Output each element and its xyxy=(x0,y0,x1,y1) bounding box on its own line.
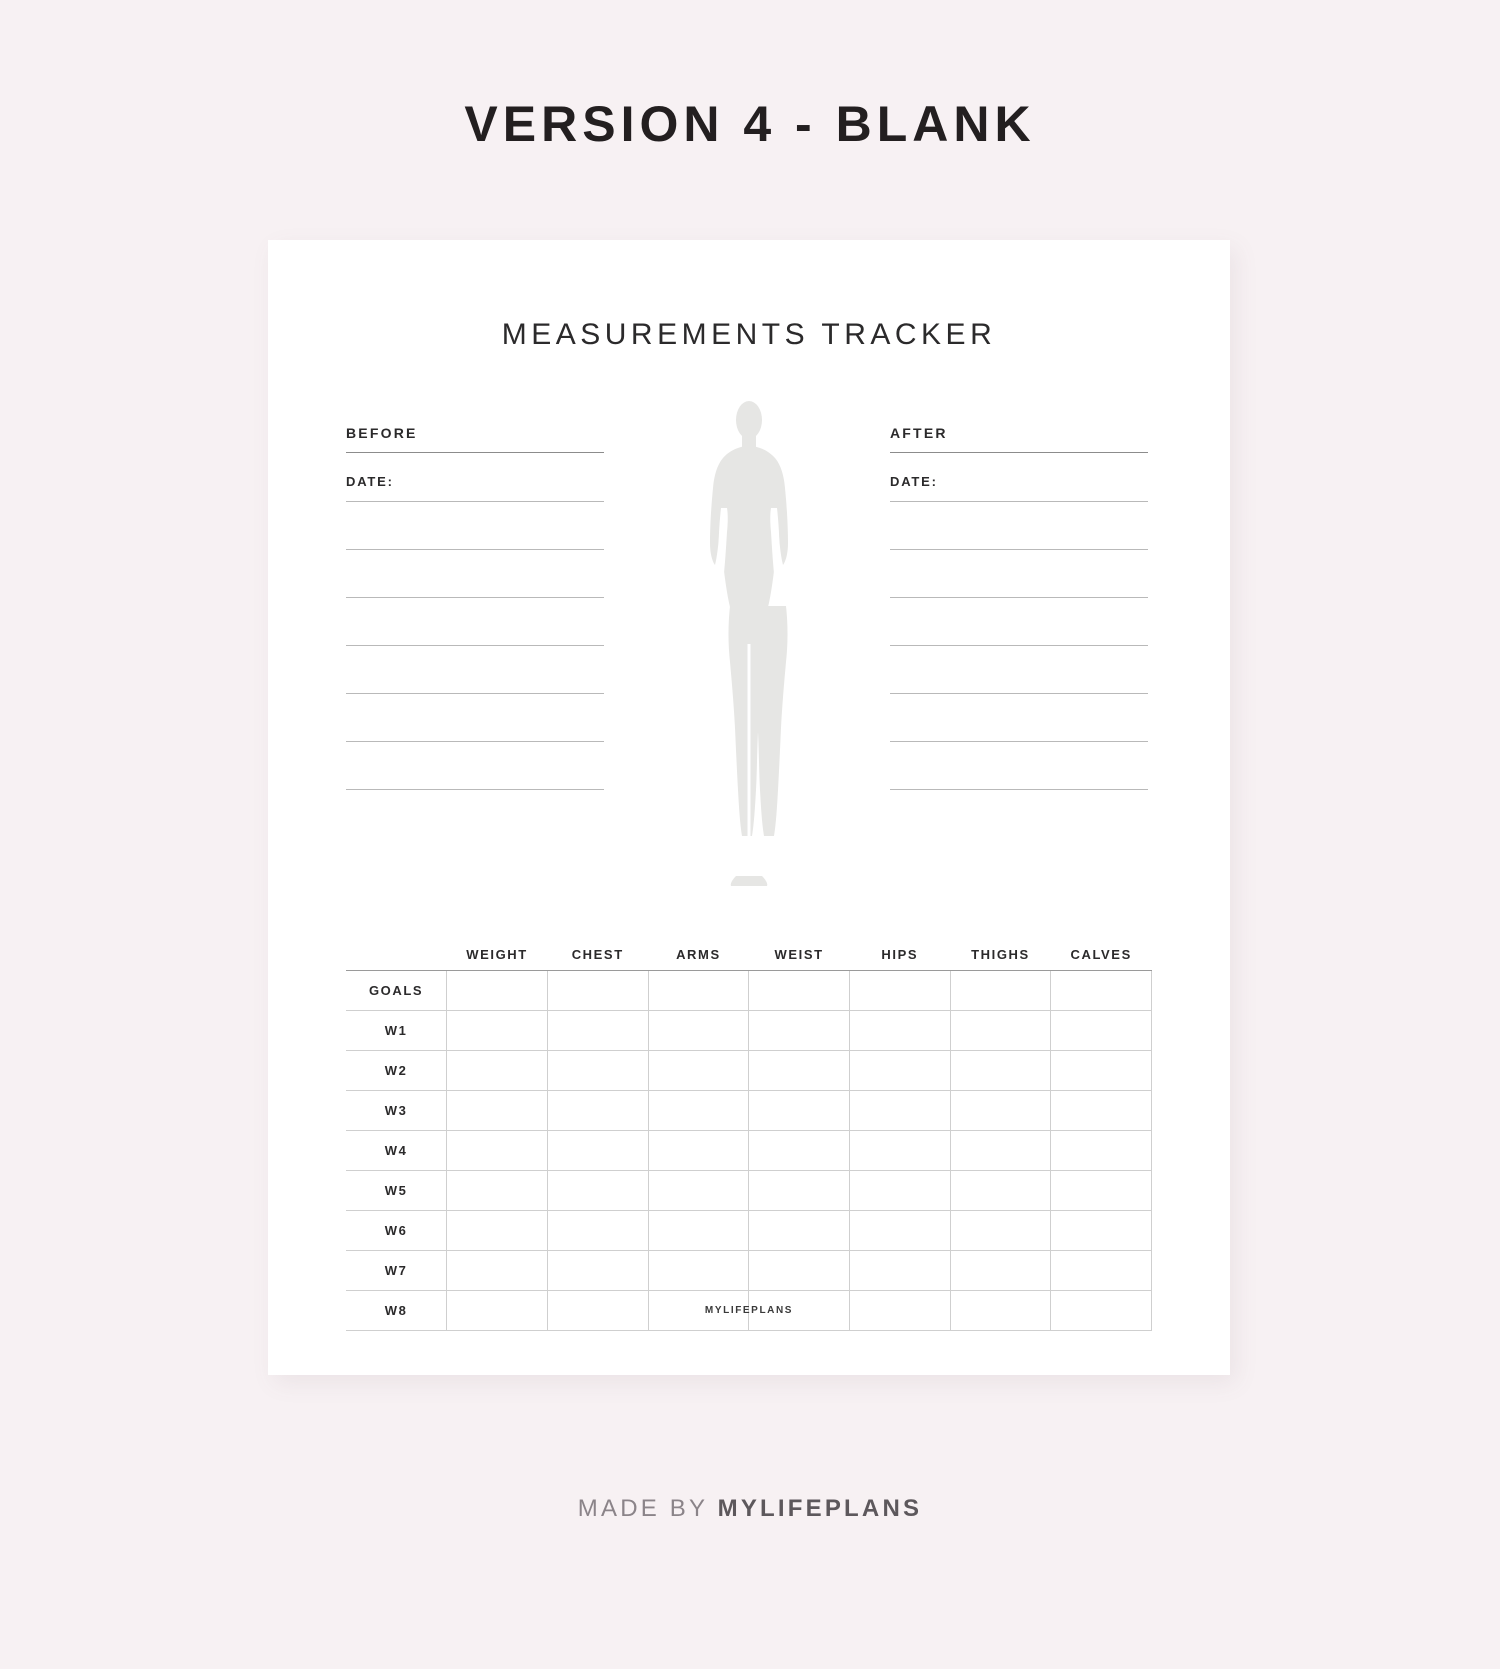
cell-w5-weight[interactable] xyxy=(447,1170,548,1210)
after-write-line[interactable] xyxy=(890,598,1148,646)
table-row xyxy=(346,1010,1152,1050)
table-row xyxy=(346,970,1152,1010)
row-label-w8: W8 xyxy=(346,1290,447,1330)
cell-w6-weight[interactable] xyxy=(447,1210,548,1250)
cell-w1-weist[interactable] xyxy=(749,1010,850,1050)
cell-w6-hips[interactable] xyxy=(849,1210,950,1250)
cell-w4-weight[interactable] xyxy=(447,1130,548,1170)
table-row xyxy=(346,1130,1152,1170)
after-heading: AFTER xyxy=(890,425,1148,453)
before-heading: BEFORE xyxy=(346,425,604,453)
before-write-line[interactable] xyxy=(346,646,604,694)
made-by-credit xyxy=(0,1495,1500,1523)
before-write-line[interactable] xyxy=(346,550,604,598)
cell-goals-hips[interactable] xyxy=(849,970,950,1010)
cell-w1-calves[interactable] xyxy=(1051,1010,1152,1050)
before-write-line[interactable] xyxy=(346,742,604,790)
cell-w7-thighs[interactable] xyxy=(950,1250,1051,1290)
after-section xyxy=(890,425,1148,790)
cell-w5-calves[interactable] xyxy=(1051,1170,1152,1210)
cell-goals-arms[interactable] xyxy=(648,970,749,1010)
before-write-line[interactable] xyxy=(346,694,604,742)
before-write-line[interactable] xyxy=(346,502,604,550)
cell-w2-chest[interactable] xyxy=(547,1050,648,1090)
made-by-brand: MYLIFEPLANS xyxy=(717,1495,923,1522)
cell-w6-calves[interactable] xyxy=(1051,1210,1152,1250)
cell-w5-weist[interactable] xyxy=(749,1170,850,1210)
after-write-line[interactable] xyxy=(890,550,1148,598)
cell-w2-hips[interactable] xyxy=(849,1050,950,1090)
measurements-table xyxy=(346,928,1152,1331)
cell-w3-calves[interactable] xyxy=(1051,1090,1152,1130)
after-write-line[interactable] xyxy=(890,646,1148,694)
cell-w4-weist[interactable] xyxy=(749,1130,850,1170)
cell-w4-chest[interactable] xyxy=(547,1130,648,1170)
cell-w3-chest[interactable] xyxy=(547,1090,648,1130)
female-body-silhouette-icon xyxy=(674,398,824,888)
sheet-footer-brand: MYLIFEPLANS xyxy=(704,1305,794,1316)
cell-w1-hips[interactable] xyxy=(849,1010,950,1050)
cell-w3-weight[interactable] xyxy=(447,1090,548,1130)
table-row xyxy=(346,1210,1152,1250)
cell-w5-hips[interactable] xyxy=(849,1170,950,1210)
after-date-field[interactable]: DATE: xyxy=(890,474,1148,502)
after-write-line[interactable] xyxy=(890,694,1148,742)
row-label-w5: W5 xyxy=(346,1170,447,1210)
cell-goals-weist[interactable] xyxy=(749,970,850,1010)
cell-goals-calves[interactable] xyxy=(1051,970,1152,1010)
column-header-arms: ARMS xyxy=(648,928,749,970)
row-label-w1: W1 xyxy=(346,1010,447,1050)
cell-w3-weist[interactable] xyxy=(749,1090,850,1130)
table-row xyxy=(346,1050,1152,1090)
cell-w7-hips[interactable] xyxy=(849,1250,950,1290)
cell-w6-weist[interactable] xyxy=(749,1210,850,1250)
cell-w5-chest[interactable] xyxy=(547,1170,648,1210)
cell-w2-weight[interactable] xyxy=(447,1050,548,1090)
cell-w2-calves[interactable] xyxy=(1051,1050,1152,1090)
column-header-thighs: THIGHS xyxy=(950,928,1051,970)
table-row xyxy=(346,1170,1152,1210)
after-write-line[interactable] xyxy=(890,502,1148,550)
cell-w2-thighs[interactable] xyxy=(950,1050,1051,1090)
before-date-field[interactable]: DATE: xyxy=(346,474,604,502)
measurements-table-wrap xyxy=(346,928,1152,1331)
cell-w1-arms[interactable] xyxy=(648,1010,749,1050)
column-header-hips: HIPS xyxy=(849,928,950,970)
cell-w7-arms[interactable] xyxy=(648,1250,749,1290)
column-header-chest: CHEST xyxy=(547,928,648,970)
cell-w4-thighs[interactable] xyxy=(950,1130,1051,1170)
cell-w7-weist[interactable] xyxy=(749,1250,850,1290)
cell-w7-weight[interactable] xyxy=(447,1250,548,1290)
row-label-w6: W6 xyxy=(346,1210,447,1250)
cell-w1-thighs[interactable] xyxy=(950,1010,1051,1050)
cell-goals-chest[interactable] xyxy=(547,970,648,1010)
printable-sheet xyxy=(268,240,1230,1375)
before-section xyxy=(346,425,604,790)
cell-w3-arms[interactable] xyxy=(648,1090,749,1130)
cell-w4-arms[interactable] xyxy=(648,1130,749,1170)
row-label-w3: W3 xyxy=(346,1090,447,1130)
cell-w6-arms[interactable] xyxy=(648,1210,749,1250)
cell-w3-hips[interactable] xyxy=(849,1090,950,1130)
cell-w4-hips[interactable] xyxy=(849,1130,950,1170)
cell-w1-weight[interactable] xyxy=(447,1010,548,1050)
page-title: MEASUREMENTS TRACKER xyxy=(501,318,997,351)
column-header-weight: WEIGHT xyxy=(447,928,548,970)
row-label-w7: W7 xyxy=(346,1250,447,1290)
column-header-calves: CALVES xyxy=(1051,928,1152,970)
made-by-prefix: MADE BY xyxy=(577,1495,718,1522)
before-write-line[interactable] xyxy=(346,598,604,646)
cell-w5-arms[interactable] xyxy=(648,1170,749,1210)
cell-w2-arms[interactable] xyxy=(648,1050,749,1090)
table-row xyxy=(346,1250,1152,1290)
cell-w6-chest[interactable] xyxy=(547,1210,648,1250)
row-label-w2: W2 xyxy=(346,1050,447,1090)
cell-w6-thighs[interactable] xyxy=(950,1210,1051,1250)
version-title: VERSION 4 - BLANK xyxy=(464,96,1036,152)
cell-goals-weight[interactable] xyxy=(447,970,548,1010)
cell-w3-thighs[interactable] xyxy=(950,1090,1051,1130)
cell-w7-calves[interactable] xyxy=(1051,1250,1152,1290)
cell-goals-thighs[interactable] xyxy=(950,970,1051,1010)
row-label-w4: W4 xyxy=(346,1130,447,1170)
cell-w4-calves[interactable] xyxy=(1051,1130,1152,1170)
cell-w7-chest[interactable] xyxy=(547,1250,648,1290)
table-header-row xyxy=(346,928,1152,970)
cell-w2-weist[interactable] xyxy=(749,1050,850,1090)
cell-w1-chest[interactable] xyxy=(547,1010,648,1050)
table-corner-cell xyxy=(346,928,447,970)
column-header-weist: WEIST xyxy=(749,928,850,970)
cell-w5-thighs[interactable] xyxy=(950,1170,1051,1210)
row-label-goals: GOALS xyxy=(346,970,447,1010)
table-row xyxy=(346,1090,1152,1130)
after-write-line[interactable] xyxy=(890,742,1148,790)
